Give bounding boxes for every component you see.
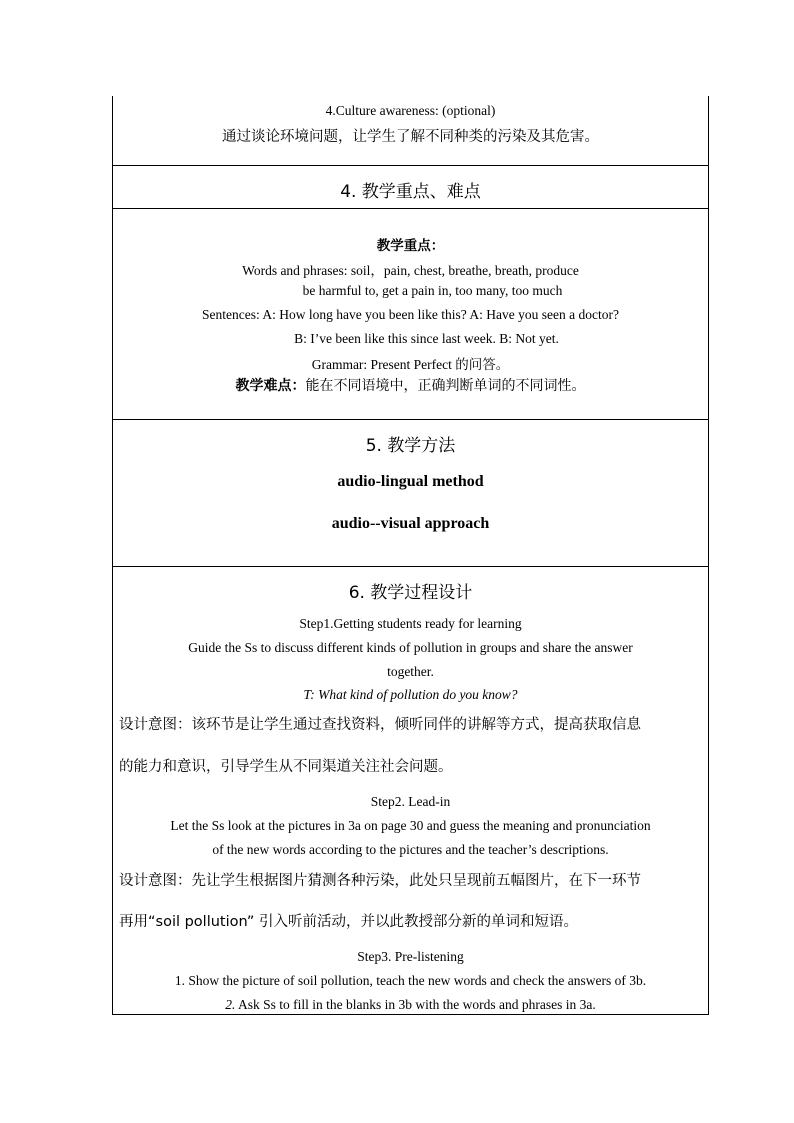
section-5-heading: 5. 教学方法 xyxy=(365,436,456,456)
step1-teacher-question: T: What kind of pollution do you know? xyxy=(303,687,518,702)
sentences-line-1: Sentences: A: How long have you been like this? A: Have you seen a doctor? xyxy=(202,307,619,322)
section-6-heading: 6. 教学过程设计 xyxy=(348,583,473,603)
culture-awareness-section xyxy=(113,96,708,165)
key-points-section xyxy=(113,208,708,419)
step1-title: Step1.Getting students ready for learning xyxy=(299,616,522,631)
step2-instruction-line-1: Let the Ss look at the pictures in 3a on page 30 and guess the meaning and pronunciation xyxy=(170,818,651,833)
section-4-heading: 4. 教学重点、难点 xyxy=(340,182,481,202)
step1-instruction-line-2: together. xyxy=(387,664,434,679)
design-intent-1-line-2: 的能力和意识，引导学生从不同渠道关注社会问题。 xyxy=(119,759,453,775)
difficulty-label: 教学难点： xyxy=(235,378,306,394)
row-divider xyxy=(112,165,709,166)
step2-title: Step2. Lead-in xyxy=(370,794,451,809)
design-intent-2-line-2: 再用“soil pollution” 引入听前活动，并以此教授部分新的单词和短语。 xyxy=(119,914,579,930)
design-intent-1-line-1: 设计意图：该环节是让学生通过查找资料，倾听同伴的讲解等方式，提高获取信息 xyxy=(119,717,641,733)
difficulty-line xyxy=(113,375,708,395)
step1-instruction-line-1: Guide the Ss to discuss different kinds of pollution in groups and share the answer xyxy=(188,640,633,655)
phrases-line: be harmful to, get a pain in, too many, too much xyxy=(302,283,563,298)
culture-awareness-text: 通过谈论环境问题，让学生了解不同种类的污染及其危害。 xyxy=(222,129,599,145)
teaching-methods-section xyxy=(113,419,708,566)
grammar-line: Grammar: Present Perfect 的问答。 xyxy=(311,357,510,372)
step3-task-2 xyxy=(113,997,708,1013)
step2-instruction-line-2: of the new words according to the pictures and the teacher’s descriptions. xyxy=(212,842,609,857)
method-audio-lingual: audio-lingual method xyxy=(337,473,484,490)
culture-awareness-title: 4.Culture awareness: (optional) xyxy=(325,103,496,118)
step3-title: Step3. Pre-listening xyxy=(357,949,464,964)
difficulty-text: 能在不同语境中，正确判断单词的不同词性。 xyxy=(305,378,586,394)
words-phrases-line: Words and phrases: soil，pain, chest, breathe, breath, produce xyxy=(242,263,579,278)
key-points-label: 教学重点： xyxy=(376,238,445,254)
teaching-process-section xyxy=(113,566,708,1015)
lesson-plan-table xyxy=(112,96,709,1015)
step3-task-2-text: Ask Ss to fill in the blanks in 3b with the words and phrases in 3a. xyxy=(235,997,596,1012)
method-audio-visual: audio--visual approach xyxy=(331,515,490,532)
step3-task-1: 1. Show the picture of soil pollution, teach the new words and check the answers of 3b. xyxy=(174,973,647,988)
sentences-line-2: B: I’ve been like this since last week. B: Not yet. xyxy=(294,331,559,346)
step3-task-2-number: 2. xyxy=(225,997,236,1012)
design-intent-2-line-1: 设计意图：先让学生根据图片猜测各种污染，此处只呈现前五幅图片，在下一环节 xyxy=(119,873,641,889)
